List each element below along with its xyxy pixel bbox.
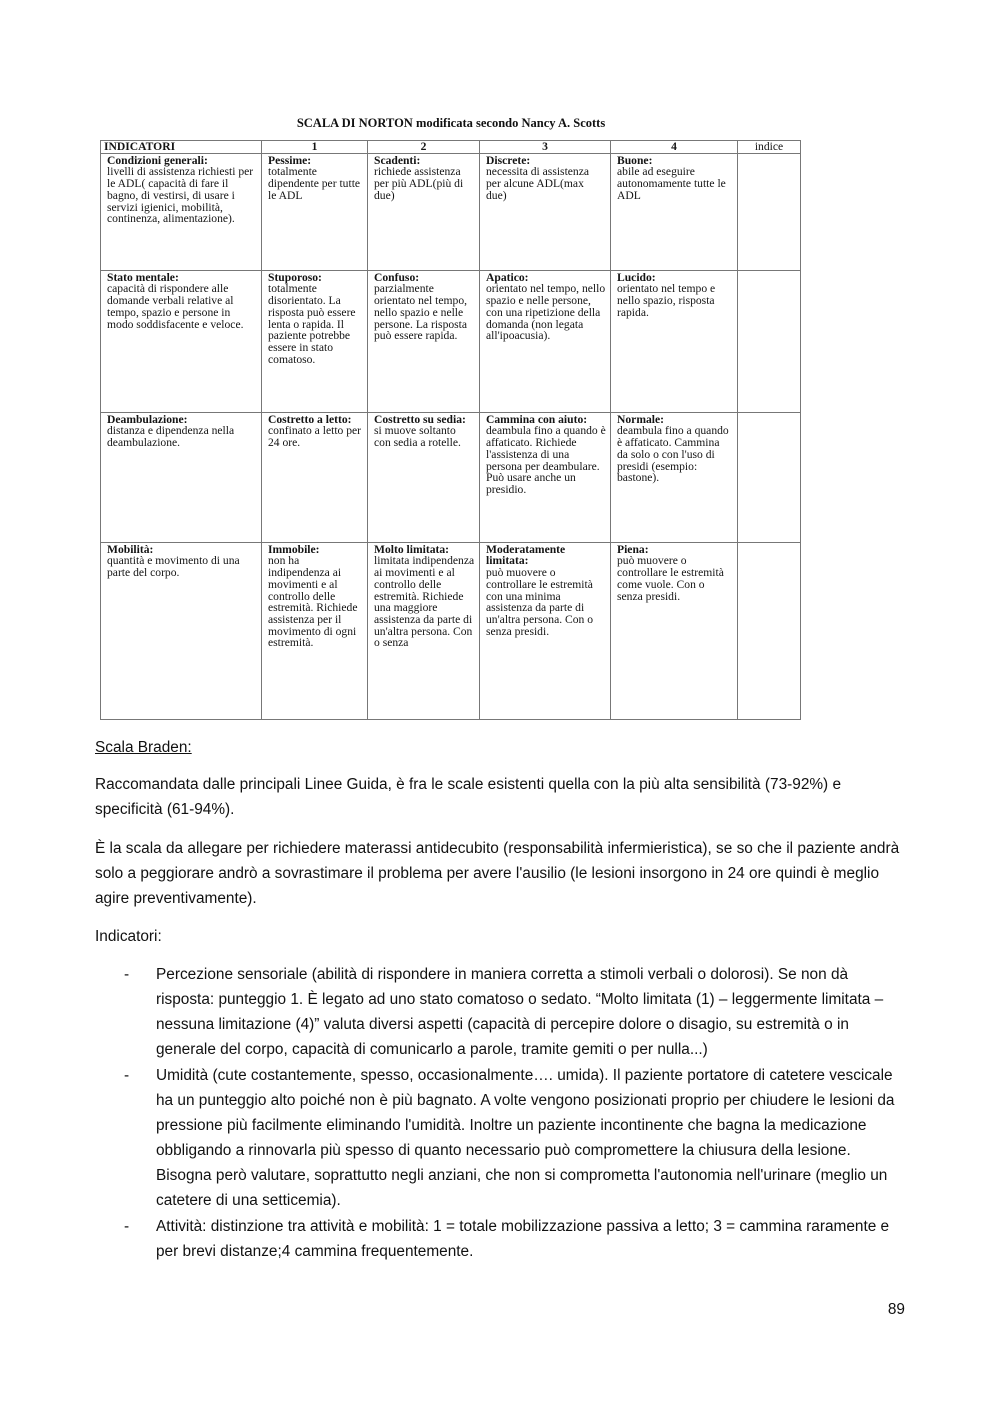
paragraph-mattress: È la scala da allegare per richiedere materassi antidecubito (responsabilità infermieristica), se so che il paziente andrà solo a peggiorare andrò a sovrastimare il problema per avere l'ausilio (le lesioni insorgono in 24 ore quindi è meglio agire preventivamente). — [95, 840, 900, 907]
table-cell — [611, 412, 738, 542]
cell-text: limitata indipendenza ai movimenti e al controllo delle estremità. Richiede una maggiore assistenza da parte di un'altra persona. Con o senza — [374, 554, 475, 650]
cell-text: orientato nel tempo e nello spazio, risposta rapida. — [617, 282, 716, 319]
indicator-list — [120, 962, 910, 1265]
table-cell — [368, 412, 480, 542]
cell-heading: Molto limitata: — [374, 542, 450, 556]
cell-heading: Costretto su sedia: — [374, 412, 466, 426]
cell-heading: Discrete: — [486, 153, 531, 167]
table-cell — [101, 270, 262, 412]
table-cell — [262, 153, 368, 270]
cell-heading: Moderatamente limitata: — [486, 542, 566, 568]
indicators-label: Indicatori: — [95, 928, 162, 945]
bullet-dash: - — [124, 1218, 130, 1235]
cell-text: confinato a letto per 24 ore. — [268, 424, 362, 450]
cell-text: si muove soltanto con sedia a rotelle. — [374, 424, 461, 450]
header-cell: INDICATORI — [101, 141, 262, 154]
table-cell — [480, 412, 611, 542]
cell-heading: Piena: — [617, 542, 649, 556]
list-item — [120, 1214, 910, 1264]
list-item-text: Umidità (cute costantemente, spesso, occasionalmente…. umida). Il paziente portatore di catetere vescicale ha un punteggio alto poiché non è più bagnato. A volte vengono posizionati proprio per chiudere le lesioni da pressione più facilmente eliminando l'umidità. Inoltre un paziente incontinente che bagna la medicazione obbligando a rinnovarla più spesso di quanto necessario può compromettere la chiusura della lesione. Bisogna però valutare, soprattutto negli anziani, che non si comprometta l'autonomia nell'urinare (meglio un catetere di una setticemia). — [156, 1067, 895, 1209]
norton-scale-title: SCALA DI NORTON modificata secondo Nancy A. Scotts — [296, 116, 606, 130]
table-cell — [480, 153, 611, 270]
list-item-text: Percezione sensoriale (abilità di rispondere in maniera corretta a stimoli verbali o dolorosi). Se non dà risposta: punteggio 1. È legato ad uno stato comatoso o sedato. “Molto limitata (1) – leggermente limitata – nessuna limitazione (4)” valuta diversi aspetti (capacità di percepire dolore o disagio, su estremità o in generale del corpo, capacità di comunicarlo a parole, tramite gemiti o per nulla...) — [156, 966, 884, 1058]
cell-text: livelli di assistenza richiesti per le ADL( capacità di fare il bagno, di vestirsi, di usare i servizi igienici, mobilità, continenza, alimentazione). — [107, 165, 254, 226]
cell-heading: Buone: — [617, 153, 653, 167]
table-row — [101, 270, 801, 412]
table-cell — [368, 542, 480, 719]
index-cell — [738, 153, 801, 270]
table-cell — [262, 542, 368, 719]
list-item — [120, 962, 910, 1062]
header-cell: 1 — [262, 141, 368, 154]
cell-text: abile ad eseguire autonomamente tutte le ADL — [617, 165, 726, 202]
header-cell: 2 — [368, 141, 480, 154]
cell-text: deambula fino a quando è affaticato. Richiede l'assistenza di una persona per deambulare. Può usare anche un presidio. — [486, 424, 606, 496]
header-cell: 4 — [611, 141, 738, 154]
table-cell — [611, 153, 738, 270]
cell-heading: Cammina con aiuto: — [486, 412, 588, 426]
table-cell — [101, 542, 262, 719]
paragraph-sensitivity: Raccomandata dalle principali Linee Guida, è fra le scale esistenti quella con la più alta sensibilità (73-92%) e specificità (61-94%). — [95, 776, 842, 818]
bullet-dash: - — [124, 966, 130, 983]
table-row — [101, 542, 801, 719]
cell-heading: Stato mentale: — [107, 270, 179, 284]
table-cell — [101, 153, 262, 270]
index-cell — [738, 542, 801, 719]
index-cell — [738, 270, 801, 412]
cell-text: totalmente disorientato. La risposta può essere lenta o rapida. Il paziente potrebbe essere in stato comatoso. — [268, 282, 356, 366]
cell-text: orientato nel tempo, nello spazio e nelle persone, con una ripetizione della domanda (non legata all'ipoacusia). — [486, 282, 606, 343]
cell-heading: Mobilità: — [107, 542, 154, 556]
cell-text: può muovere o controllare le estremità con una minima assistenza da parte di un'altra persona. Con o senza presidi. — [486, 566, 594, 638]
cell-text: necessita di assistenza per alcune ADL(max due) — [486, 165, 590, 202]
table-row — [101, 412, 801, 542]
cell-heading: Normale: — [617, 412, 664, 426]
norton-scale-table — [100, 140, 801, 720]
list-item — [120, 1063, 910, 1213]
cell-text: richiede assistenza per più ADL(più di due) — [374, 165, 464, 202]
braden-heading: Scala Braden: — [95, 739, 192, 756]
table-cell — [101, 412, 262, 542]
cell-heading: Pessime: — [268, 153, 312, 167]
cell-heading: Apatico: — [486, 270, 529, 284]
cell-heading: Scadenti: — [374, 153, 421, 167]
cell-heading: Lucido: — [617, 270, 656, 284]
table-header-row — [101, 141, 801, 154]
cell-heading: Immobile: — [268, 542, 320, 556]
cell-text: deambula fino a quando è affaticato. Cammina da solo o con l'uso di presidi (esempio: bastone). — [617, 424, 729, 485]
table-row — [101, 153, 801, 270]
cell-text: quantità e movimento di una parte del corpo. — [107, 554, 240, 580]
cell-text: parzialmente orientato nel tempo, nello spazio e nelle persone. La risposta può essere rapida. — [374, 282, 468, 343]
page-number: 89 — [887, 1301, 905, 1318]
header-cell: 3 — [480, 141, 611, 154]
cell-text: totalmente dipendente per tutte le ADL — [268, 165, 361, 202]
table-cell — [262, 270, 368, 412]
cell-text: capacità di rispondere alle domande verbali relative al tempo, spazio e persone in modo soddisfacente e veloce. — [107, 282, 244, 331]
table-cell — [480, 542, 611, 719]
cell-text: distanza e dipendenza nella deambulazione. — [107, 424, 235, 450]
cell-heading: Deambulazione: — [107, 412, 188, 426]
table-cell — [262, 412, 368, 542]
bullet-dash: - — [124, 1067, 130, 1084]
table-cell — [611, 270, 738, 412]
list-item-text: Attività: distinzione tra attività e mobilità: 1 = totale mobilizzazione passiva a letto; 3 = cammina raramente e per brevi distanze;4 cammina frequentemente. — [156, 1218, 890, 1260]
cell-text: non ha indipendenza ai movimenti e al controllo delle estremità. Richiede assistenza per il movimento di ogni estremità. — [268, 554, 358, 650]
cell-heading: Stuporoso: — [268, 270, 322, 284]
cell-heading: Costretto a letto: — [268, 412, 352, 426]
index-cell — [738, 412, 801, 542]
table-cell — [611, 542, 738, 719]
norton-scale-scan — [100, 112, 802, 726]
table-cell — [368, 270, 480, 412]
cell-text: può muovere o controllare le estremità come vuole. Con o senza presidi. — [617, 554, 724, 603]
table-cell — [368, 153, 480, 270]
table-cell — [480, 270, 611, 412]
header-cell: indice — [738, 141, 801, 154]
cell-heading: Confuso: — [374, 270, 420, 284]
cell-heading: Condizioni generali: — [107, 153, 208, 167]
